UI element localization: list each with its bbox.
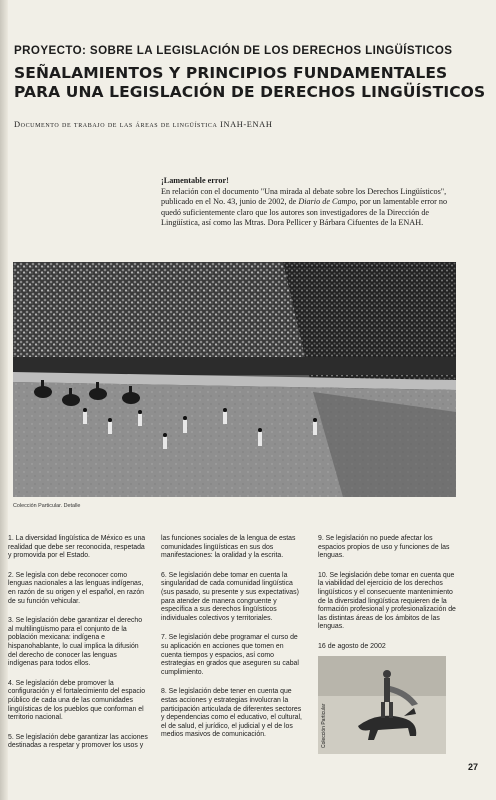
matador-photo	[318, 656, 446, 754]
principle-9: 9. Se legislación no puede afectar los espacios propios de uso y funciones de las lenguas.	[318, 535, 450, 560]
erratum-box	[161, 176, 461, 229]
title-line-2: PARA UNA LEGISLACIÓN DE DERECHOS LINGÜÍSTICOS	[14, 83, 486, 101]
side-caption: Colección Particular	[321, 703, 327, 748]
text-column-3	[318, 535, 460, 754]
article-subtitle: Documento de trabajo de las áreas de lingüística INAH-ENAH	[14, 120, 273, 129]
erratum-text-after: , por un lamentable error no quedó suficientemente claro que los autores son investigadores de la Dirección de Lingüística, así como las Mtras. Dora Pellicer y Bárbara Cifuentes de la ENAH.	[161, 197, 448, 228]
principle-4: 4. Se legislación debe promover la configuración y el fortalecimiento del espacio público de cada una de las comunidades lingüísticas de los pueblos que conforman el territorio nacional.	[8, 679, 146, 722]
principle-7: 7. Se legislación debe programar el curso de su aplicación en acciones que tomen en cuenta tiempos y espacios, así como estrategias en grados que aseguren su cabal cumplimiento.	[161, 634, 299, 676]
text-column-2	[161, 535, 303, 751]
principle-2: 2. Se legisla con debe reconocer como lenguas nacionales a las lenguas indígenas, en razón de su origen y el español, en razón de su función vehicular.	[8, 571, 144, 605]
matador-illustration	[318, 656, 446, 754]
section-kicker: PROYECTO: SOBRE LA LEGISLACIÓN DE LOS DERECHOS LINGÜÍSTICOS	[14, 44, 453, 57]
page-spine-shadow	[0, 0, 8, 800]
bullring-illustration	[13, 262, 456, 497]
principle-5: 5. Se legislación debe garantizar las acciones destinadas a respetar y promover los usos y	[8, 733, 148, 750]
text-column-1	[8, 535, 148, 762]
erratum-heading: ¡Lamentable error!	[161, 176, 229, 185]
photo-caption: Colección Particular. Detalle	[13, 503, 81, 509]
bullring-photo	[13, 262, 456, 497]
principle-1: 1. La diversidad lingüística de México es una realidad que debe ser reconocida, respetada y promovida por el Estado.	[8, 535, 146, 560]
principle-6: 6. Se legislación debe tomar en cuenta la singularidad de cada comunidad lingüística (sus pasado, su presente y sus expectativas) para atender de manera congruente y específica a sus derechos lingüísticos individuales colectivos y territoriales.	[161, 571, 299, 622]
principle-8: 8. Se legislación debe tener en cuenta que estas acciones y estrategias involucran la participación articulada de diferentes sectores y dependencias como el educativo, el cultural, el de salud, el jurídico, el judicial y el de los medios masivos de comunicación.	[161, 688, 302, 739]
erratum-publication: Diario de Campo	[298, 197, 356, 207]
erratum-text-before: En relación con el documento "Una mirada al debate sobre los Derechos Lingüísticos", publicado en el No. 43, junio de 2002, de	[161, 186, 447, 207]
title-line-1: SEÑALAMIENTOS Y PRINCIPIOS FUNDAMENTALES	[14, 64, 448, 82]
article-title	[14, 64, 484, 102]
principle-3: 3. Se legislación debe garantizar el derecho al multilingüismo para el conjunto de la población mexicana: indígena e hispanohablante, lo cual implica la difusión del derecho de conocer las lenguas indígenas para todos ellos.	[8, 617, 143, 668]
page-number: 27	[467, 762, 478, 772]
document-date: 16 de agosto de 2002	[318, 642, 386, 650]
principle-5-cont: las funciones sociales de la lengua de estas comunidades lingüísticas en sus dos manifestaciones: la oralidad y la escrita.	[161, 535, 296, 560]
principle-10: 10. Se legislación debe tomar en cuenta que la viabilidad del ejercicio de los derechos lingüísticos y el consecuente mantenimiento de la diversidad lingüística requieren de la formación profesional y profesionalización de las distintas áreas de los ámbitos de las lenguas.	[318, 571, 456, 631]
